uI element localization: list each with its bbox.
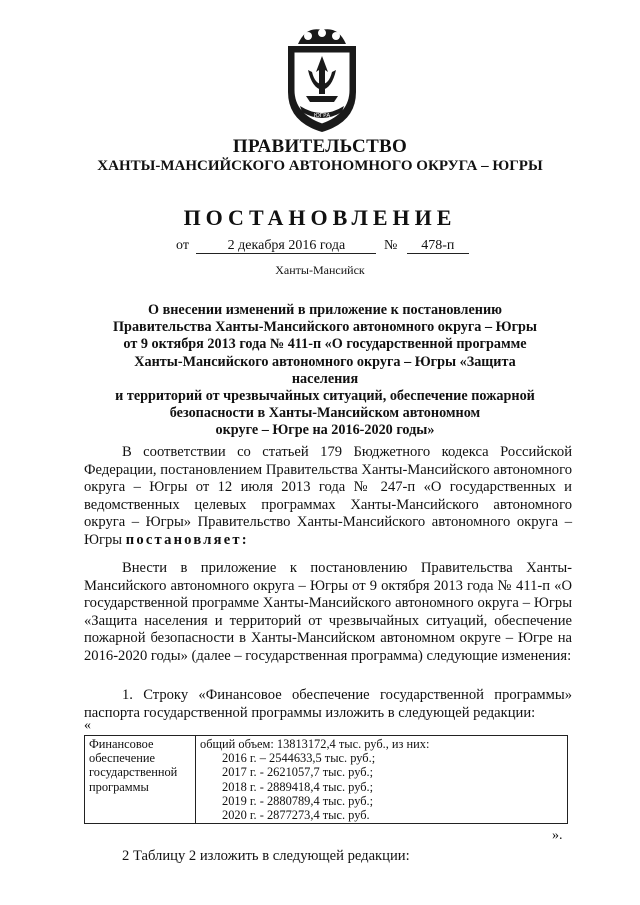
decree-city: Ханты-Мансийск <box>275 263 365 277</box>
decree-number: 478-п <box>407 238 469 254</box>
government-subtitle: ХАНТЫ-МАНСИЙСКОГО АВТОНОМНОГО ОКРУГА – ЮГРЫ <box>97 158 543 174</box>
preamble-text: В соответствии со статьей 179 Бюджетного кодекса Российской Федерации, постановлением Правительства Ханты-Мансийского автономного округа – Югры от 12 июля 2013 года № 247-п «О государственных и ведомственных целевых программах Ханты-Мансийского автономного округа – Югры» Правительство Ханты-Мансийского автономного округа – Югры <box>84 444 572 548</box>
subject-line: и территорий от чрезвычайных ситуаций, обеспечение пожарной <box>115 388 535 405</box>
finance-table <box>84 735 568 824</box>
subject-line: от 9 октября 2013 года № 411-п «О государственной программе <box>123 336 527 353</box>
finance-total: общий объем: 13813172,4 тыс. руб., из них: <box>200 737 430 751</box>
decree-date-line <box>176 238 469 254</box>
subject-line: О внесении изменений в приложение к постановлению <box>147 302 502 318</box>
subject-line: Ханты-Мансийского автономного округа – Югры «Защита населения <box>134 353 516 387</box>
decree-title: ПОСТАНОВЛЕНИЕ <box>183 205 457 230</box>
subject-line: Правительства Ханты-Мансийского автономного округа – Югры <box>113 319 537 336</box>
from-label: от <box>176 238 189 253</box>
item-1-paragraph: 1. Строку «Финансовое обеспечение государственной программы» паспорта государственной программы изложить в следующей редакции: <box>84 687 572 721</box>
decree-date: 2 декабря 2016 года <box>196 238 376 254</box>
emblem-caption: ЮГРА <box>313 113 331 119</box>
subject-line: округе – Югре на 2016-2020 годы» <box>215 422 435 439</box>
finance-year-line: 2017 г. - 2621057,7 тыс. руб.; <box>222 765 374 780</box>
finance-year-line: 2016 г. – 2544633,5 тыс. руб.; <box>222 751 376 766</box>
preamble-paragraph <box>84 444 572 550</box>
item-2-paragraph: 2 Таблицу 2 изложить в следующей редакции: <box>122 848 410 864</box>
quote-open: « <box>84 718 91 733</box>
number-label: № <box>383 238 398 253</box>
finance-year-line: 2018 г. - 2889418,4 тыс. руб.; <box>222 779 374 794</box>
decree-subject <box>100 302 550 440</box>
government-title: ПРАВИТЕЛЬСТВО <box>232 136 408 157</box>
resolves-word: постановляет: <box>125 531 249 548</box>
table-row <box>85 736 568 824</box>
finance-values-cell <box>196 736 568 824</box>
amendment-paragraph: Внести в приложение к постановлению Правительства Ханты-Мансийского автономного округа – Югры от 9 октября 2013 года № 411-п «О государственной программе Ханты-Мансийского автономного округа – Югры «Защита населения и территорий от чрезвычайных ситуаций, обеспечение пожарной безопасности в Ханты-Мансийском автономном округе – Югре на 2016-2020 годы» (далее – государственная программа) следующие изменения: <box>84 560 572 664</box>
subject-line: безопасности в Ханты-Мансийском автономном <box>169 405 481 422</box>
coat-of-arms-icon <box>284 22 360 134</box>
finance-year-line: 2020 г. - 2877273,4 тыс. руб. <box>222 808 370 823</box>
finance-label-cell: Финансовое обеспечение государственной программы <box>85 736 196 824</box>
quote-close: ». <box>552 828 563 843</box>
finance-year-line: 2019 г. - 2880789,4 тыс. руб.; <box>222 793 374 808</box>
